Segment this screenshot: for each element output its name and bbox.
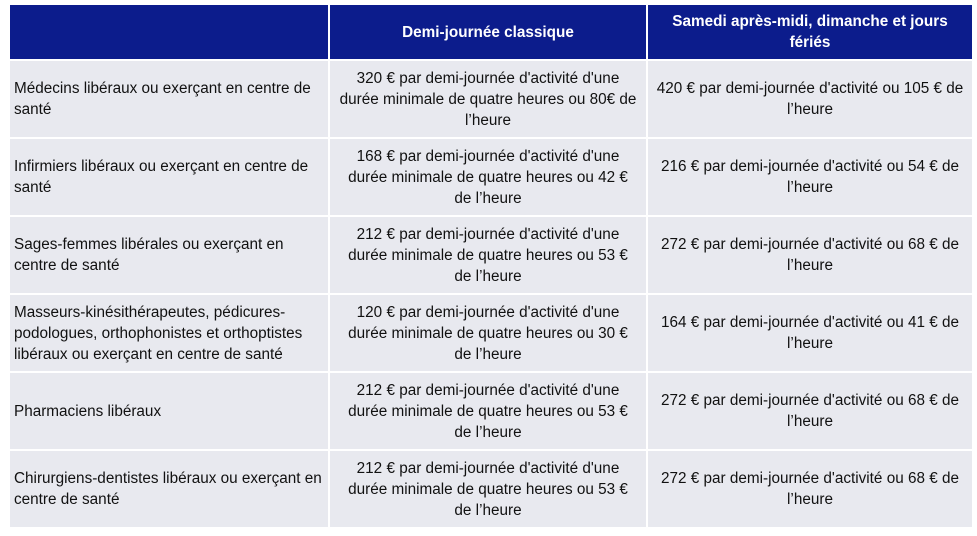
table-row-weekend-rate: 164 € par demi-journée d'activité ou 41 € de l’heure (648, 295, 972, 371)
header-cell-weekend: Samedi après-midi, dimanche et jours fériés (648, 5, 972, 59)
tariff-table (10, 5, 972, 526)
table-row-weekend-rate: 216 € par demi-journée d'activité ou 54 € de l’heure (648, 139, 972, 215)
table-row-weekend-rate: 420 € par demi-journée d'activité ou 105 € de l’heure (648, 61, 972, 137)
table-row-weekday-rate: 168 € par demi-journée d'activité d'une durée minimale de quatre heures ou 42 € de l’heure (330, 139, 646, 215)
table-row-profession: Masseurs-kinésithérapeutes, pédicures-podologues, orthophonistes et orthoptistes libéraux ou exerçant en centre de santé (10, 295, 328, 371)
table-row-profession: Chirurgiens-dentistes libéraux ou exerçant en centre de santé (10, 451, 328, 527)
table-row-profession: Médecins libéraux ou exerçant en centre de santé (10, 61, 328, 137)
table-row-weekday-rate: 320 € par demi-journée d'activité d'une durée minimale de quatre heures ou 80€ de l’heure (330, 61, 646, 137)
header-cell-weekday: Demi-journée classique (330, 5, 646, 59)
table-row-weekend-rate: 272 € par demi-journée d'activité ou 68 € de l’heure (648, 217, 972, 293)
header-cell-profession (10, 5, 328, 59)
table-row-profession: Pharmaciens libéraux (10, 373, 328, 449)
table-row-weekday-rate: 120 € par demi-journée d'activité d'une durée minimale de quatre heures ou 30 € de l’heure (330, 295, 646, 371)
table-row-weekend-rate: 272 € par demi-journée d'activité ou 68 € de l’heure (648, 451, 972, 527)
table-row-weekday-rate: 212 € par demi-journée d'activité d'une durée minimale de quatre heures ou 53 € de l’heure (330, 373, 646, 449)
table-row-profession: Infirmiers libéraux ou exerçant en centre de santé (10, 139, 328, 215)
table-row-weekday-rate: 212 € par demi-journée d'activité d'une durée minimale de quatre heures ou 53 € de l’heure (330, 217, 646, 293)
table-row-weekday-rate: 212 € par demi-journée d'activité d'une durée minimale de quatre heures ou 53 € de l’heure (330, 451, 646, 527)
table-row-profession: Sages-femmes libérales ou exerçant en centre de santé (10, 217, 328, 293)
table-row-weekend-rate: 272 € par demi-journée d'activité ou 68 € de l’heure (648, 373, 972, 449)
